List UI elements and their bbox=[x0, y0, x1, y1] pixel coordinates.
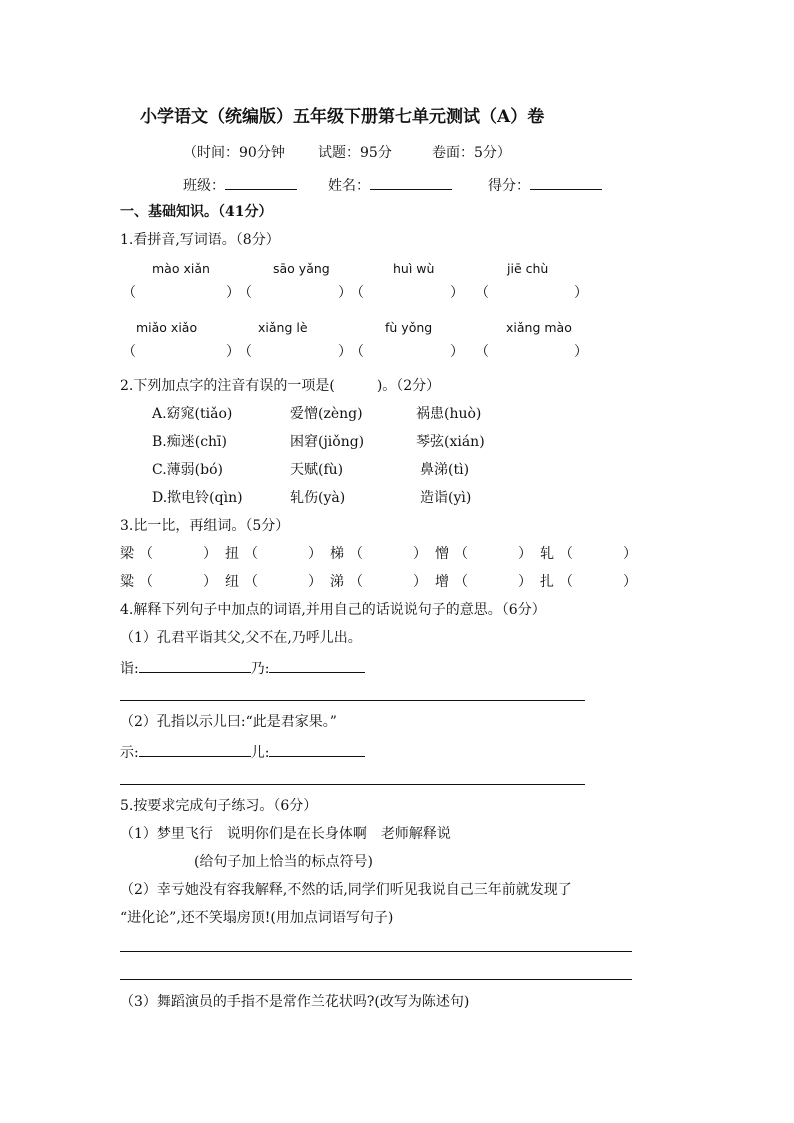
exam-time: （时间：90分钟 bbox=[183, 145, 285, 161]
word-explain-field bbox=[120, 742, 365, 762]
answer-paren-open: （ bbox=[350, 285, 364, 301]
word-label: 诣: bbox=[120, 661, 139, 677]
answer-paren-close: ） bbox=[574, 344, 588, 360]
compare-char: 粱 bbox=[120, 574, 134, 590]
pinyin: xiǎng lè bbox=[258, 320, 308, 335]
answer-paren-close: ） bbox=[450, 344, 464, 360]
answer-paren-close: ） bbox=[203, 574, 217, 590]
exercise-sentence: （1）梦里飞行 说明你们是在长身体啊 老师解释说 bbox=[120, 826, 451, 842]
answer-paren-close: ） bbox=[226, 285, 240, 301]
pinyin: sāo yǎng bbox=[273, 261, 330, 276]
score-label: 得分： bbox=[488, 178, 530, 194]
answer-paren-close: ） bbox=[308, 546, 322, 562]
answer-paren-close: ） bbox=[450, 285, 464, 301]
answer-paren-close: ） bbox=[518, 546, 532, 562]
exercise-instruction: (给句子加上恰当的标点符号) bbox=[194, 854, 373, 870]
option-word: 祸患(huò) bbox=[416, 406, 482, 422]
name-field bbox=[328, 175, 452, 195]
answer-paren-open: （ bbox=[244, 574, 258, 590]
answer-paren-open: （ bbox=[454, 546, 468, 562]
option-word: B.痴迷(chī) bbox=[152, 434, 227, 450]
pinyin: fù yǒng bbox=[385, 320, 433, 335]
exercise-sentence: “进化论”,还不笑塌房顶!(用加点词语写句子) bbox=[120, 910, 394, 926]
score-field bbox=[488, 175, 602, 195]
compare-char: 憎 bbox=[435, 546, 449, 562]
compare-char: 轧 bbox=[540, 546, 554, 562]
answer-paren-open: （ bbox=[475, 344, 489, 360]
answer-paren-close: ） bbox=[623, 574, 637, 590]
word-label: 儿: bbox=[250, 745, 270, 761]
answer-paren-open: （ bbox=[244, 546, 258, 562]
class-label: 班级： bbox=[183, 178, 225, 194]
answer-paren-open: （ bbox=[350, 344, 364, 360]
question-heading: 2.下列加点字的注音有误的一项是( )。（2分） bbox=[120, 378, 441, 394]
question-heading: 3.比一比，再组词。（5分） bbox=[120, 518, 290, 534]
answer-line[interactable] bbox=[120, 700, 585, 701]
answer-paren-open: （ bbox=[122, 285, 136, 301]
compare-char: 涕 bbox=[330, 574, 344, 590]
word-label: 乃: bbox=[250, 661, 270, 677]
question-heading: 5.按要求完成句子练习。（6分） bbox=[120, 798, 318, 814]
option-word: 鼻涕(tì) bbox=[420, 462, 470, 478]
answer-paren-close: ） bbox=[623, 546, 637, 562]
compare-char: 梯 bbox=[330, 546, 344, 562]
classical-sentence: （1）孔君平诣其父,父不在,乃呼儿出。 bbox=[120, 630, 362, 646]
class-field bbox=[183, 175, 297, 195]
word-explain-field bbox=[120, 658, 365, 678]
answer-paren-open: （ bbox=[559, 546, 573, 562]
answer-paren-close: ） bbox=[574, 285, 588, 301]
option-word: 爱憎(zèng) bbox=[290, 406, 363, 422]
answer-paren-close: ） bbox=[203, 546, 217, 562]
classical-sentence: （2）孔指以示儿曰:“此是君家果。” bbox=[120, 714, 337, 730]
answer-line[interactable] bbox=[120, 951, 632, 952]
answer-paren-close: ） bbox=[413, 574, 427, 590]
option-word: C.薄弱(bó) bbox=[152, 462, 223, 478]
pinyin: xiǎng mào bbox=[506, 320, 572, 335]
answer-paren-close: ） bbox=[308, 574, 322, 590]
answer-paren-open: （ bbox=[238, 344, 252, 360]
exam-questions-score: 试题：95分 bbox=[318, 145, 392, 161]
compare-char: 扎 bbox=[540, 574, 554, 590]
answer-paren-close: ） bbox=[338, 344, 352, 360]
compare-char: 增 bbox=[435, 574, 449, 590]
exercise-sentence: （3）舞蹈演员的手指不是常作兰花状吗?(改写为陈述句) bbox=[120, 994, 470, 1010]
answer-paren-open: （ bbox=[238, 285, 252, 301]
pinyin: mào xiǎn bbox=[152, 261, 210, 276]
class-blank[interactable] bbox=[225, 175, 297, 190]
answer-paren-close: ） bbox=[413, 546, 427, 562]
question-heading: 1.看拼音,写词语。（8分） bbox=[120, 232, 280, 248]
answer-line[interactable] bbox=[120, 979, 632, 980]
option-word: 琴弦(xián) bbox=[416, 434, 485, 450]
pinyin: huì wù bbox=[393, 261, 435, 276]
answer-blank[interactable] bbox=[269, 658, 365, 673]
page-title: 小学语文（统编版）五年级下册第七单元测试（A）卷 bbox=[140, 107, 545, 127]
option-word: A.窈窕(tiǎo) bbox=[152, 406, 233, 422]
compare-char: 梁 bbox=[120, 546, 134, 562]
answer-line[interactable] bbox=[120, 784, 585, 785]
score-blank[interactable] bbox=[530, 175, 602, 190]
exam-neatness-score: 卷面：5分） bbox=[432, 145, 511, 161]
question-heading: 4.解释下列句子中加点的词语,并用自己的话说说句子的意思。（6分） bbox=[120, 602, 546, 618]
option-word: 困窘(jiǒng) bbox=[290, 434, 365, 450]
compare-char: 扭 bbox=[225, 546, 239, 562]
answer-paren-close: ） bbox=[226, 344, 240, 360]
option-word: D.揿电铃(qìn) bbox=[152, 490, 243, 506]
option-word: 造诣(yì) bbox=[420, 490, 472, 506]
answer-paren-open: （ bbox=[475, 285, 489, 301]
answer-paren-open: （ bbox=[349, 546, 363, 562]
name-blank[interactable] bbox=[370, 175, 452, 190]
option-word: 轧伤(yà) bbox=[290, 490, 346, 506]
section-heading: 一、基础知识。（41分） bbox=[120, 204, 273, 220]
name-label: 姓名： bbox=[328, 178, 370, 194]
answer-paren-open: （ bbox=[454, 574, 468, 590]
option-word: 天赋(fù) bbox=[290, 462, 344, 478]
answer-paren-open: （ bbox=[139, 546, 153, 562]
answer-paren-open: （ bbox=[122, 344, 136, 360]
answer-paren-close: ） bbox=[518, 574, 532, 590]
answer-blank[interactable] bbox=[269, 742, 365, 757]
exercise-sentence: （2）幸亏她没有容我解释,不然的话,同学们听见我说自己三年前就发现了 bbox=[120, 882, 572, 898]
answer-blank[interactable] bbox=[139, 658, 251, 673]
answer-blank[interactable] bbox=[139, 742, 251, 757]
answer-paren-open: （ bbox=[559, 574, 573, 590]
answer-paren-open: （ bbox=[139, 574, 153, 590]
compare-char: 纽 bbox=[225, 574, 239, 590]
word-label: 示: bbox=[120, 745, 139, 761]
pinyin: jiē chù bbox=[507, 261, 549, 276]
answer-paren-close: ） bbox=[338, 285, 352, 301]
answer-paren-open: （ bbox=[349, 574, 363, 590]
pinyin: miǎo xiǎo bbox=[136, 320, 198, 335]
